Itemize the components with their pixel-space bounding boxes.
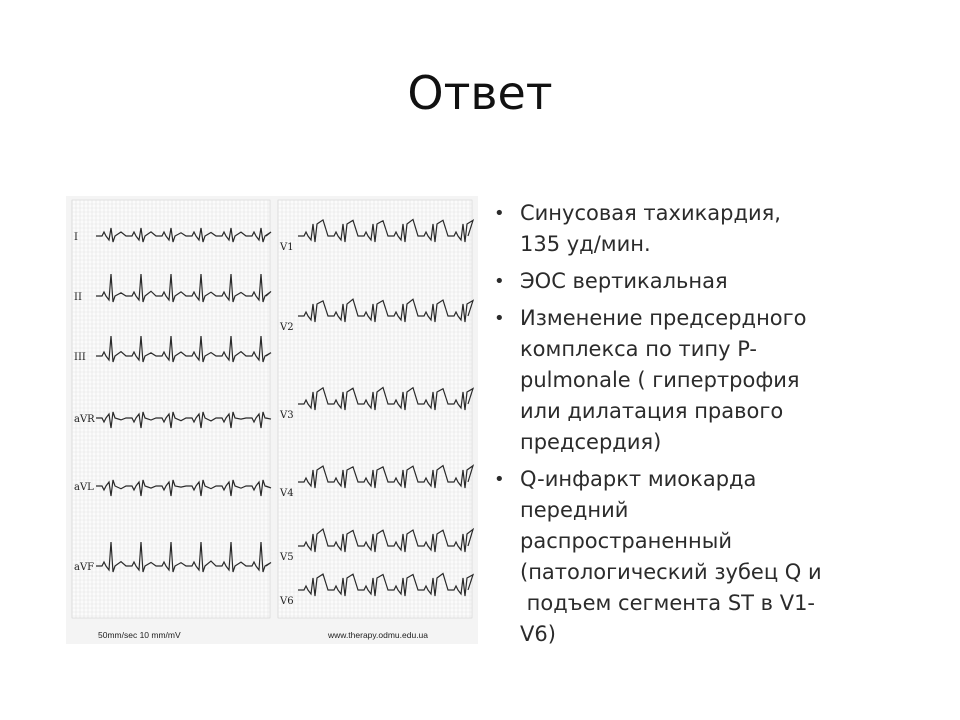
answer-line: Q-инфаркт миокарда [520,467,757,491]
lead-label-right: V3 [280,410,294,421]
answer-item [494,266,914,297]
answer-line: V6) [520,622,556,646]
answer-line: Изменение предсердного [520,306,807,330]
bullet-icon: • [494,203,505,224]
bullet-icon: • [494,308,505,329]
answer-line: (патологический зубец Q и [520,560,822,584]
answer-line: ЭОС вертикальная [520,269,728,293]
lead-label-right: V5 [280,552,294,563]
ecg-tracing [66,196,478,644]
bullet-icon: • [494,469,505,490]
answer-line: Синусовая тахикардия, [520,201,781,225]
answer-item [494,464,914,650]
answer-line: комплекса по типу P- [520,337,757,361]
lead-label-right: V2 [280,322,294,333]
answer-line: или дилатация правого [520,399,784,423]
lead-label-left: II [74,292,82,303]
answer-line: pulmonale ( гипертрофия [520,368,800,392]
lead-label-left: I [74,232,78,243]
lead-label-left: aVF [74,562,95,573]
answer-item [494,198,914,260]
answer-list [494,198,914,656]
lead-label-left: aVR [74,414,95,425]
answer-item [494,303,914,458]
answer-line: распространенный [520,529,732,553]
lead-label-left: aVL [74,482,94,493]
lead-label-right: V4 [280,488,294,499]
bullet-icon: • [494,271,505,292]
lead-label-right: V1 [280,242,294,253]
answer-line: предсердия) [520,430,662,454]
answer-line: подъем сегмента ST в V1- [520,591,816,615]
answer-line: передний [520,498,629,522]
lead-label-left: III [74,352,86,363]
ecg-image [66,196,478,644]
ecg-caption-speed: 50mm/sec 10 mm/mV [98,630,181,640]
lead-label-right: V6 [280,596,294,607]
ecg-caption-source: www.therapy.odmu.edu.ua [328,630,429,640]
slide-title: Ответ [407,66,553,120]
answer-line: 135 уд/мин. [520,232,651,256]
